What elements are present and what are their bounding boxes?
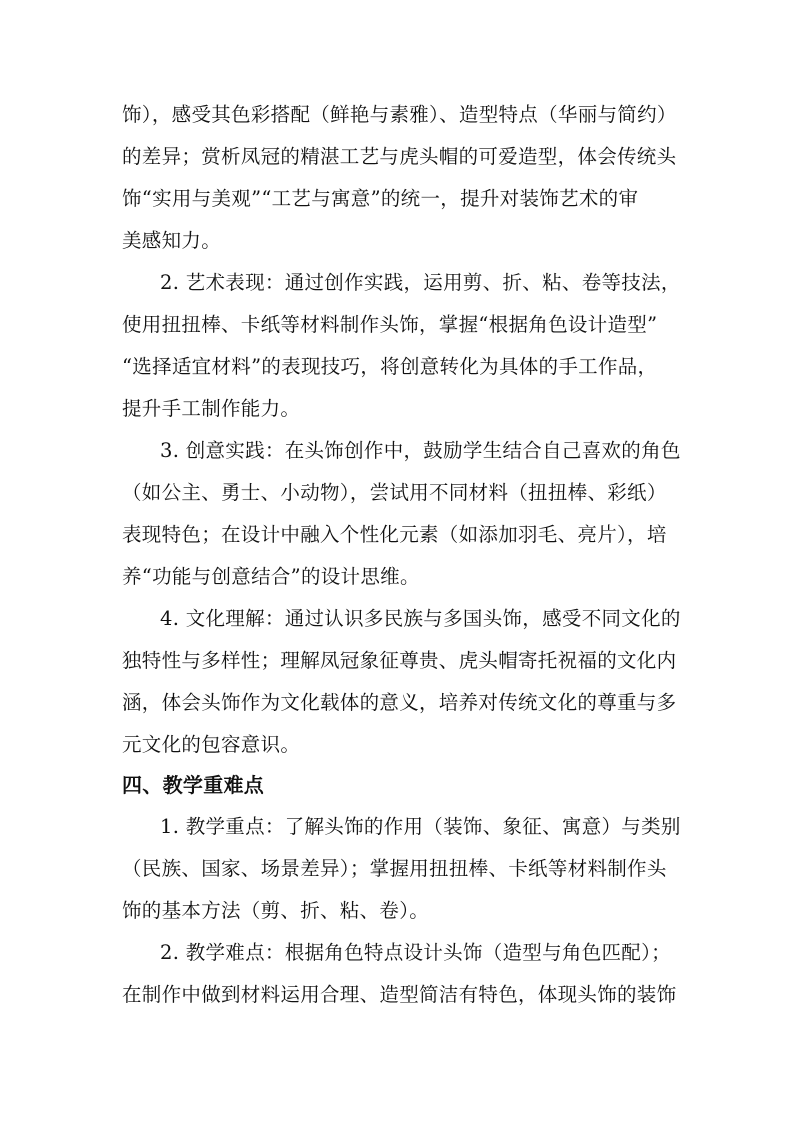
text-line: （民族、国家、场景差异）；掌握用扭扭棒、卡纸等材料制作头 bbox=[122, 857, 667, 880]
paragraph-cultural-understanding: 4. 文化理解：通过认识多民族与多国头饰，感受不同文化的 bbox=[160, 607, 681, 630]
text-line: 美感知力。 bbox=[122, 229, 222, 252]
paragraph-creative-practice: 3. 创意实践：在头饰创作中，鼓励学生结合自己喜欢的角色 bbox=[160, 439, 681, 462]
paragraph-artistic-expression: 2. 艺术表现：通过创作实践，运用剪、折、粘、卷等技法， bbox=[160, 271, 681, 294]
text-line: 饰“实用与美观”“工艺与寓意”的统一，提升对装饰艺术的审 bbox=[122, 187, 639, 210]
text-line: 涵，体会头饰作为文化载体的意义，培养对传统文化的尊重与多 bbox=[122, 691, 677, 714]
section-heading: 四、教学重难点 bbox=[122, 773, 265, 797]
text-line: 元文化的包容意识。 bbox=[122, 733, 301, 756]
text-line: 在制作中做到材料运用合理、造型简洁有特色，体现头饰的装饰 bbox=[122, 983, 677, 1006]
text-line: 饰的基本方法（剪、折、粘、卷）。 bbox=[122, 899, 430, 922]
paragraph-teaching-difficulty: 2. 教学难点：根据角色特点设计头饰（造型与角色匹配）； bbox=[160, 941, 671, 964]
text-line: 使用扭扭棒、卡纸等材料制作头饰，掌握“根据角色设计造型” bbox=[122, 313, 658, 336]
text-line: 提升手工制作能力。 bbox=[122, 397, 301, 420]
text-line: “选择适宜材料”的表现技巧，将创意转化为具体的手工作品， bbox=[122, 355, 658, 378]
text-line: （如公主、勇士、小动物），尝试用不同材料（扭扭棒、彩纸） bbox=[122, 481, 667, 504]
text-line: 独特性与多样性；理解凤冠象征尊贵、虎头帽寄托祝福的文化内 bbox=[122, 649, 677, 672]
text-line: 饰），感受其色彩搭配（鲜艳与素雅）、造型特点（华丽与简约） bbox=[122, 103, 677, 126]
text-line: 养“功能与创意结合”的设计思维。 bbox=[122, 565, 420, 588]
text-line: 的差异；赏析凤冠的精湛工艺与虎头帽的可爱造型，体会传统头 bbox=[122, 145, 677, 168]
text-line: 表现特色；在设计中融入个性化元素（如添加羽毛、亮片），培 bbox=[122, 523, 667, 546]
paragraph-teaching-focus: 1. 教学重点：了解头饰的作用（装饰、象征、寓意）与类别 bbox=[160, 815, 681, 838]
